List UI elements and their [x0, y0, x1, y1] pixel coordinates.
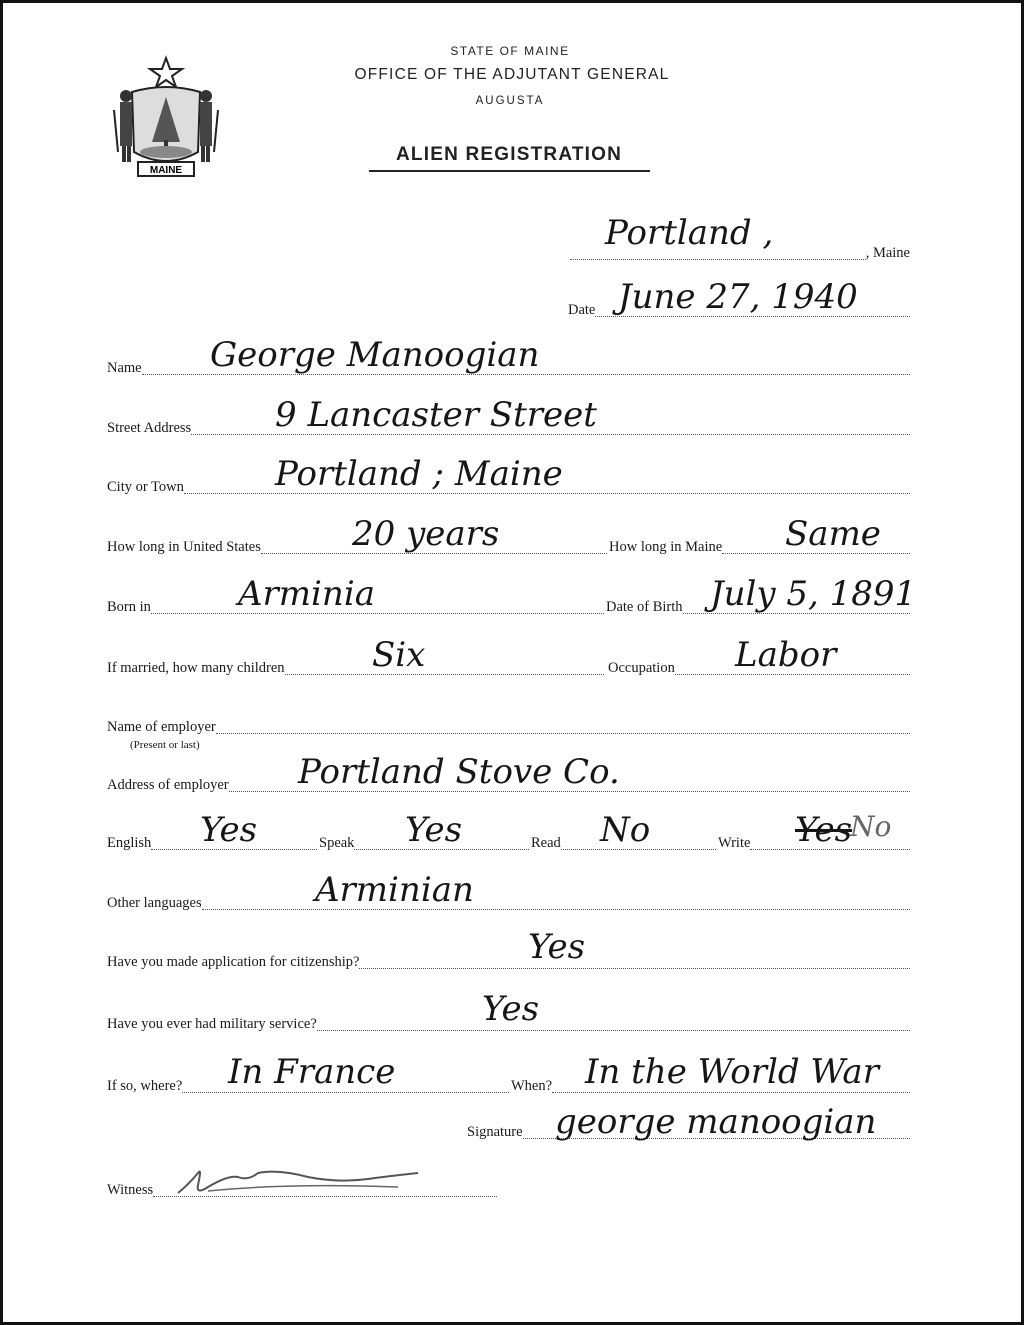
citizenship-value: Yes	[528, 927, 586, 967]
name-label: Name	[107, 360, 142, 376]
seal-banner-text: MAINE	[149, 165, 183, 176]
military-line	[317, 1029, 910, 1031]
dob-label: Date of Birth	[606, 599, 683, 615]
name-value: George Manoogian	[210, 335, 540, 375]
english-value: Yes	[200, 810, 258, 850]
employer-field	[107, 720, 910, 737]
speak-label: Speak	[319, 835, 355, 851]
born-in-line	[151, 612, 604, 614]
write-correction-value: No	[850, 810, 892, 843]
children-line	[285, 673, 604, 675]
other-languages-label: Other languages	[107, 895, 202, 911]
citizenship-label: Have you made application for citizenship?	[107, 954, 360, 970]
place-line	[570, 258, 866, 260]
when-label: When?	[511, 1078, 553, 1094]
children-field	[107, 661, 604, 678]
other-languages-field	[107, 896, 910, 913]
title-underline	[369, 170, 650, 172]
date-value: June 27, 1940	[618, 277, 858, 317]
witness-signature	[168, 1155, 428, 1200]
signature-label: Signature	[467, 1124, 523, 1140]
where-value: In France	[228, 1052, 396, 1092]
read-value: No	[600, 810, 651, 850]
office-heading: OFFICE OF THE ADJUTANT GENERAL	[354, 66, 670, 83]
witness-label: Witness	[107, 1182, 154, 1198]
city-label: City or Town	[107, 479, 184, 495]
children-label: If married, how many children	[107, 660, 285, 676]
military-label: Have you ever had military service?	[107, 1016, 317, 1032]
children-value: Six	[372, 635, 426, 675]
citizenship-field	[107, 955, 910, 972]
how-long-us-label: How long in United States	[107, 539, 261, 555]
other-languages-value: Arminian	[315, 870, 474, 910]
other-languages-line	[202, 908, 910, 910]
dob-value: July 5, 1891	[710, 574, 917, 614]
form-title: ALIEN REGISTRATION	[395, 144, 623, 165]
write-label: Write	[718, 835, 751, 851]
born-in-value: Arminia	[238, 574, 375, 614]
place-value: Portland ,	[605, 213, 774, 253]
employer-label: Name of employer	[107, 719, 216, 735]
write-value: Yes	[795, 810, 853, 850]
employer-line	[216, 732, 910, 734]
citizenship-line	[359, 967, 910, 969]
date-label: Date	[568, 302, 596, 318]
how-long-maine-label: How long in Maine	[609, 539, 723, 555]
city-heading: AUGUSTA	[475, 95, 545, 107]
city-value: Portland ; Maine	[275, 454, 563, 494]
where-label: If so, where?	[107, 1078, 183, 1094]
occupation-label: Occupation	[608, 660, 675, 676]
employer-address-value: Portland Stove Co.	[298, 752, 620, 792]
military-value: Yes	[482, 989, 540, 1029]
occupation-value: Labor	[735, 635, 837, 675]
state-heading: STATE OF MAINE	[450, 44, 570, 58]
employer-sublabel: (Present or last)	[130, 739, 200, 751]
how-long-us-value: 20 years	[352, 514, 500, 554]
signature-value: george manoogian	[555, 1102, 877, 1142]
street-value: 9 Lancaster Street	[275, 395, 597, 435]
employer-address-label: Address of employer	[107, 777, 229, 793]
how-long-maine-value: Same	[785, 514, 881, 554]
street-label: Street Address	[107, 420, 192, 436]
when-value: In the World War	[585, 1052, 879, 1092]
born-in-label: Born in	[107, 599, 151, 615]
english-label: English	[107, 835, 152, 851]
read-label: Read	[531, 835, 561, 851]
speak-value: Yes	[405, 810, 463, 850]
maine-label: , Maine	[865, 245, 910, 261]
